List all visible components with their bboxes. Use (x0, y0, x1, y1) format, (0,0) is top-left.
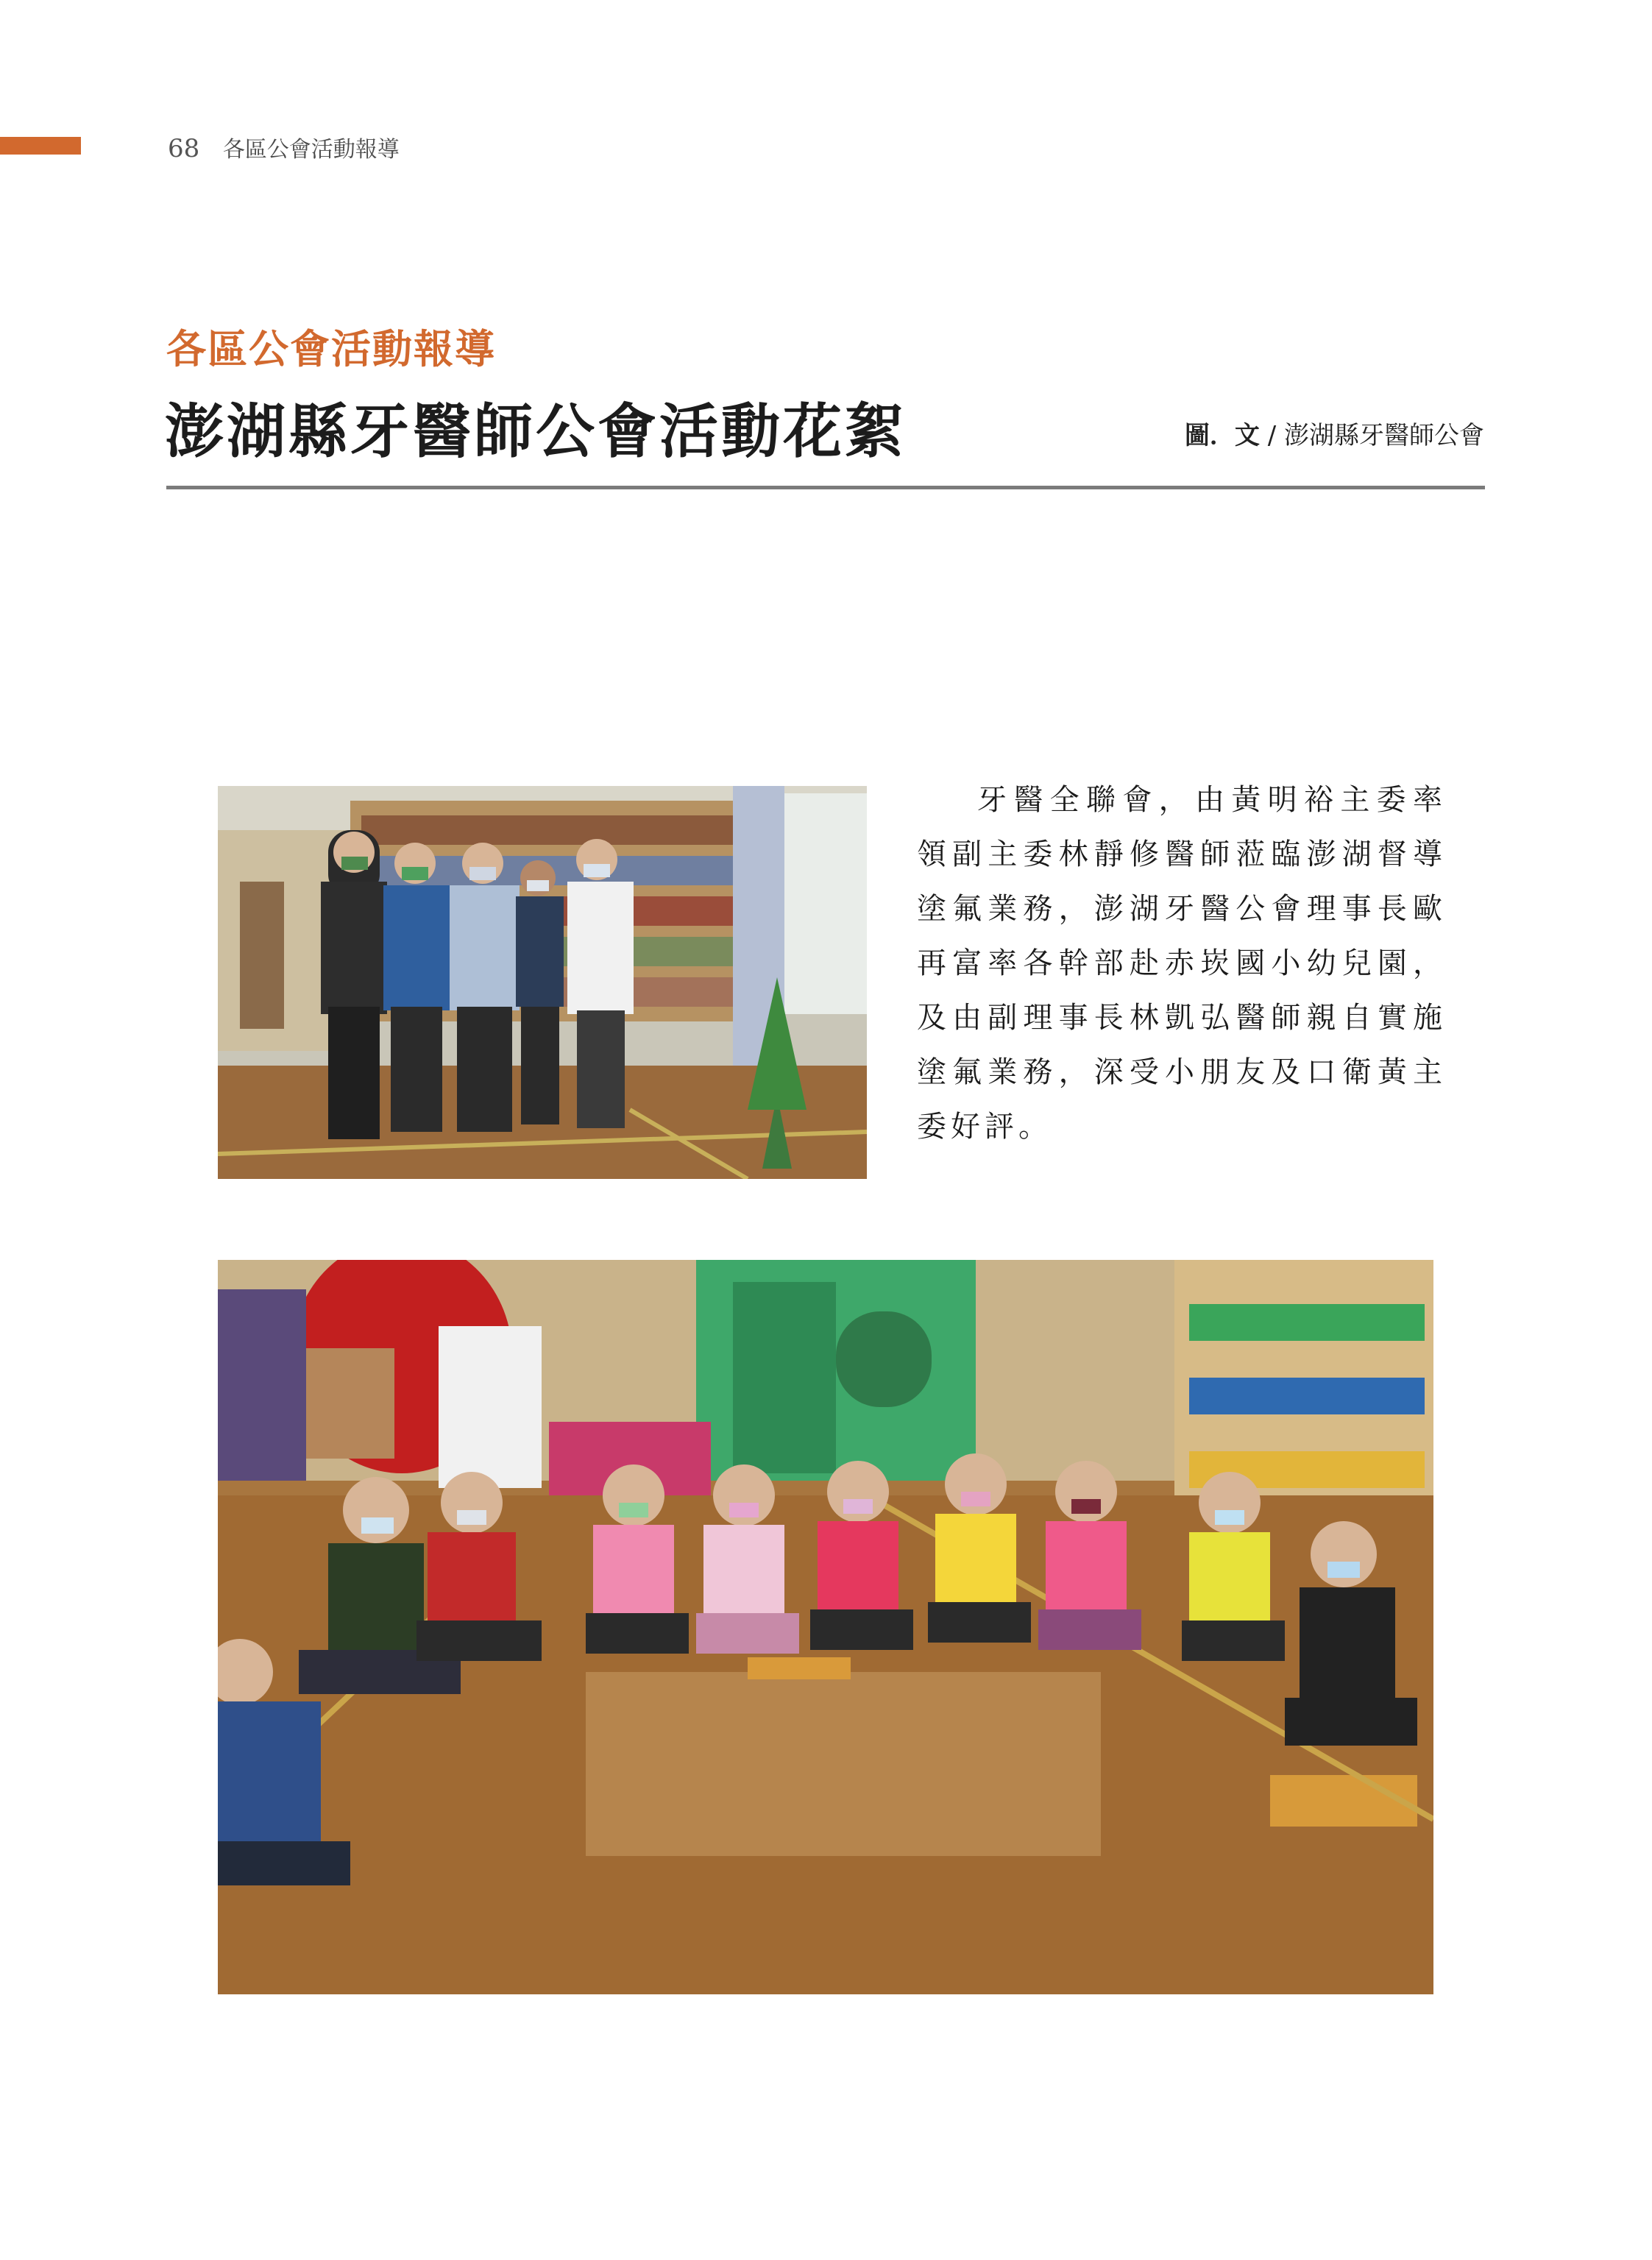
byline-label: 圖．文 (1184, 421, 1260, 450)
accent-bar (0, 137, 81, 155)
photo-dentists-group (218, 786, 867, 1179)
byline (1185, 415, 1484, 451)
byline-author: 澎湖縣牙醫師公會 (1284, 421, 1484, 450)
photo-dentists-group-image (218, 786, 867, 1179)
section-kicker: 各區公會活動報導 (166, 326, 496, 372)
running-head-section: 各區公會活動報導 (222, 137, 400, 163)
page-number: 68 (168, 134, 200, 163)
page-title: 澎湖縣牙醫師公會活動花絮 (165, 397, 907, 466)
photo-children-classroom-image (218, 1260, 1433, 1994)
photo-children-classroom (218, 1260, 1433, 1994)
title-rule (166, 486, 1485, 489)
running-head (168, 131, 400, 163)
article-paragraph: 牙醫全聯會，由黃明裕主委率領副主委林靜修醫師蒞臨澎湖督導塗氟業務，澎湖牙醫公會理事長歐再富率各幹部赴赤崁國小幼兒園，及由副理事長林凱弘醫師親自實施塗氟業務，深受小朋友及口衛黃主委好評。 (917, 783, 1447, 1144)
byline-separator: / (1259, 421, 1284, 450)
